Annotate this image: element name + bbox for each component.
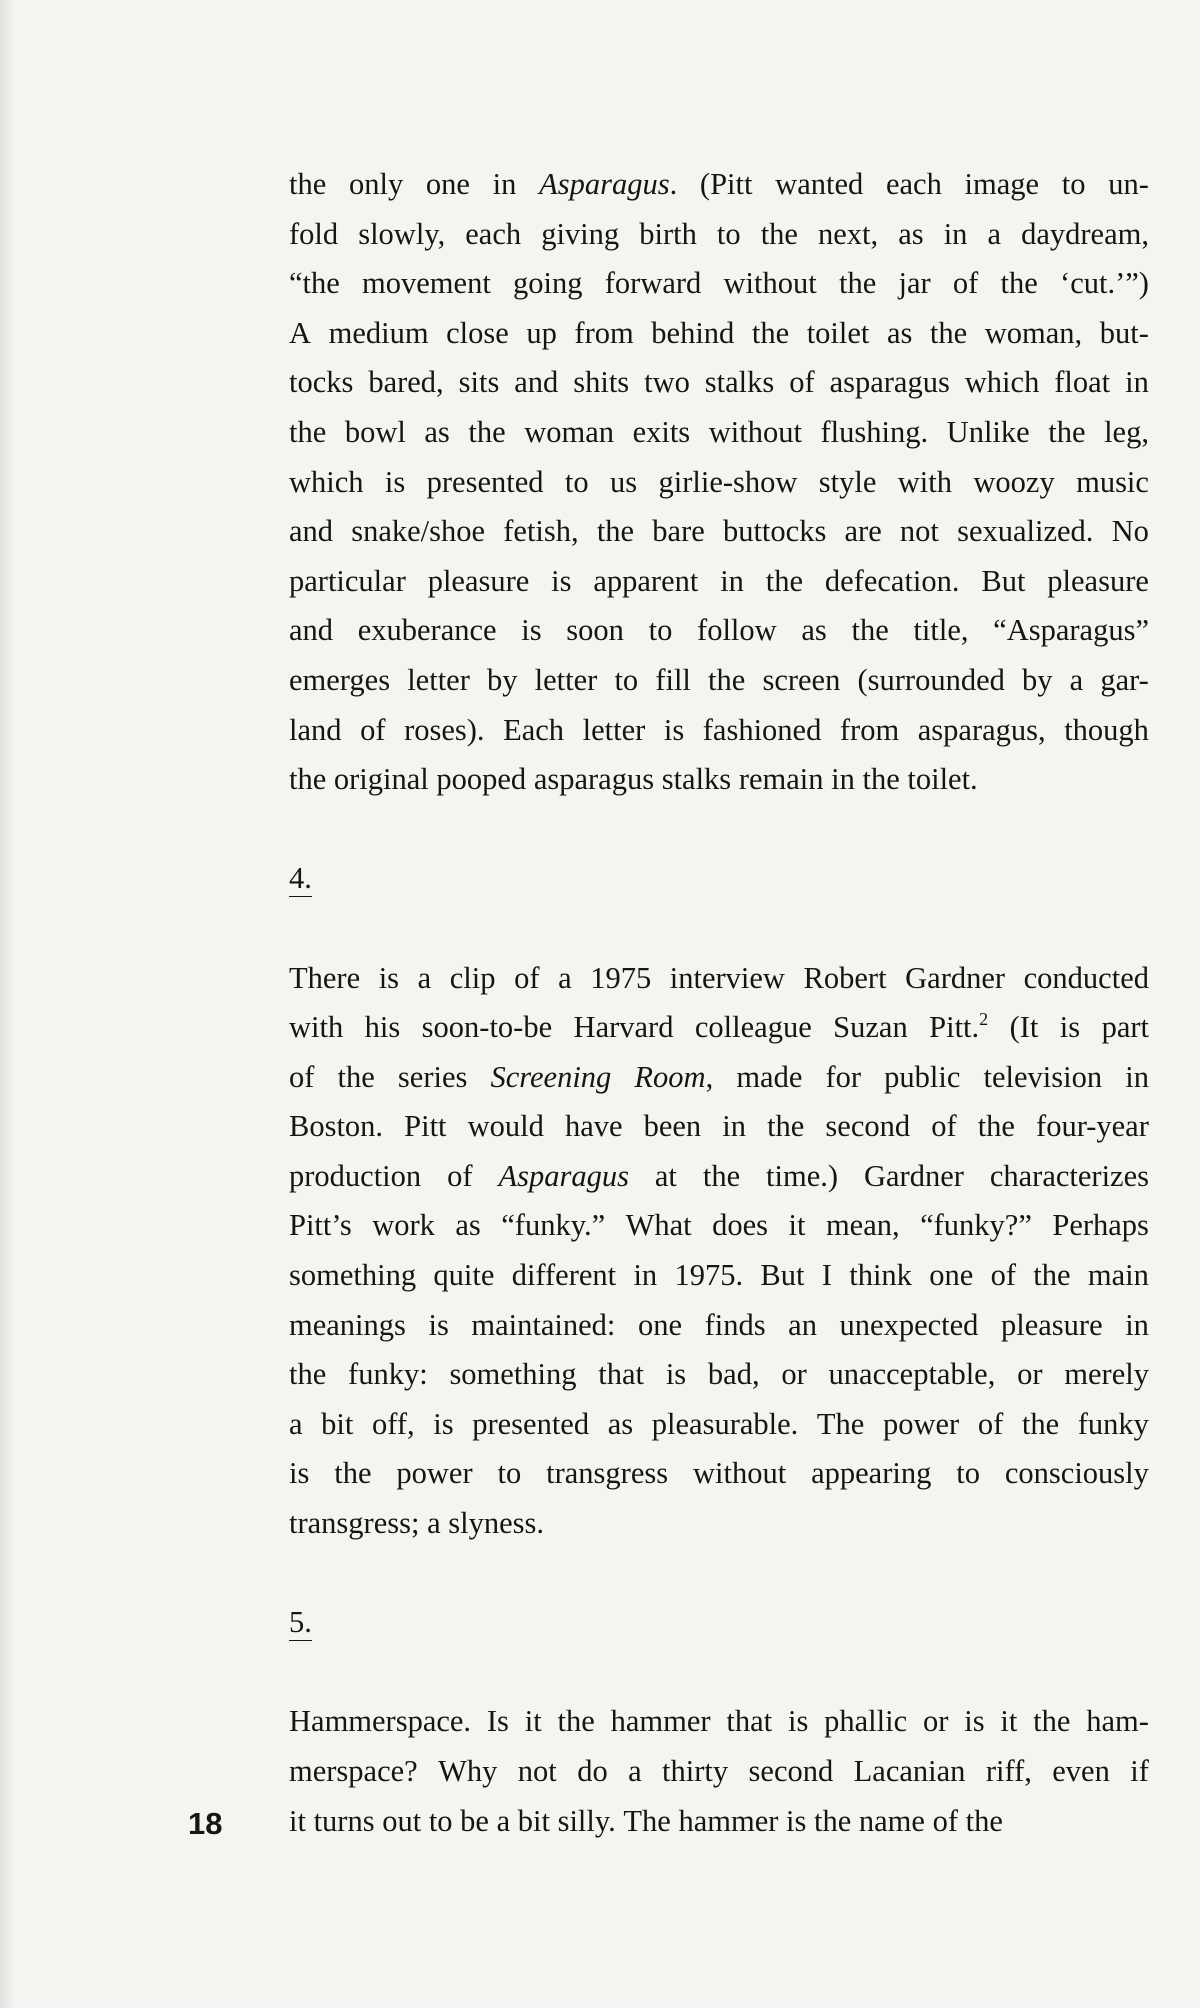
text-line: something quite different in 1975. But I think one of the main — [289, 1258, 1149, 1293]
text-line: There is a clip of a 1975 interview Robert Gardner conducted — [289, 960, 1149, 995]
text-line: emerges letter by letter to fill the screen (surrounded by a gar- — [289, 662, 1149, 697]
page-edge-shadow — [0, 0, 14, 2008]
section-number: 5. — [289, 1605, 312, 1640]
text-line: the funky: something that is bad, or unacceptable, or merely — [289, 1357, 1149, 1392]
body-text — [289, 160, 1149, 1846]
text-line: the only one in Asparagus. (Pitt wanted each image to un- — [289, 167, 1149, 201]
text-line: A medium close up from behind the toilet as the woman, but- — [289, 315, 1149, 350]
section-number: 4. — [289, 861, 312, 896]
text-line: is the power to transgress without appearing to consciously — [289, 1456, 1149, 1491]
text-line: transgress; a slyness. — [289, 1506, 544, 1541]
paragraph-spacer — [289, 805, 1149, 855]
text-line: fold slowly, each giving birth to the next, as in a daydream, — [289, 216, 1149, 251]
text-line: Boston. Pitt would have been in the second of the four-year — [289, 1109, 1149, 1144]
text-line: land of roses). Each letter is fashioned from asparagus, though — [289, 712, 1149, 747]
text-line: and snake/shoe fetish, the bare buttocks are not sexualized. No — [289, 514, 1149, 549]
text-line: the bowl as the woman exits without flushing. Unlike the leg, — [289, 414, 1149, 449]
text-line: a bit off, is presented as pleasurable. The power of the funky — [289, 1406, 1149, 1441]
paragraph-spacer — [289, 904, 1149, 954]
section-heading — [289, 854, 1149, 904]
page-number: 18 — [188, 1806, 223, 1841]
text-line: production of Asparagus at the time.) Gardner characterizes — [289, 1158, 1149, 1193]
text-line: which is presented to us girlie-show style with woozy music — [289, 464, 1149, 499]
text-line: Hammerspace. Is it the hammer that is phallic or is it the ham- — [289, 1704, 1149, 1739]
text-line: “the movement going forward without the jar of the ‘cut.’”) — [289, 266, 1149, 301]
paragraph-spacer — [289, 1549, 1149, 1599]
section-heading — [289, 1598, 1149, 1648]
text-line: the original pooped asparagus stalks remain in the toilet. — [289, 762, 978, 797]
text-line: Pitt’s work as “funky.” What does it mean, “funky?” Perhaps — [289, 1208, 1149, 1243]
text-line: with his soon-to-be Harvard colleague Suzan Pitt.$^2$ (It is part — [289, 1009, 1149, 1045]
text-line: merspace? Why not do a thirty second Lacanian riff, even if — [289, 1754, 1149, 1788]
text-line: it turns out to be a bit silly. The hammer is the name of the — [289, 1803, 1003, 1838]
text-line: tocks bared, sits and shits two stalks of asparagus which float in — [289, 365, 1149, 400]
text-line: of the series Screening Room, made for public television in — [289, 1059, 1149, 1094]
text-line: particular pleasure is apparent in the defecation. But pleasure — [289, 563, 1149, 598]
paragraph-spacer — [289, 1648, 1149, 1698]
text-line: meanings is maintained: one finds an unexpected pleasure in — [289, 1307, 1149, 1342]
text-line: and exuberance is soon to follow as the title, “Asparagus” — [289, 613, 1149, 648]
